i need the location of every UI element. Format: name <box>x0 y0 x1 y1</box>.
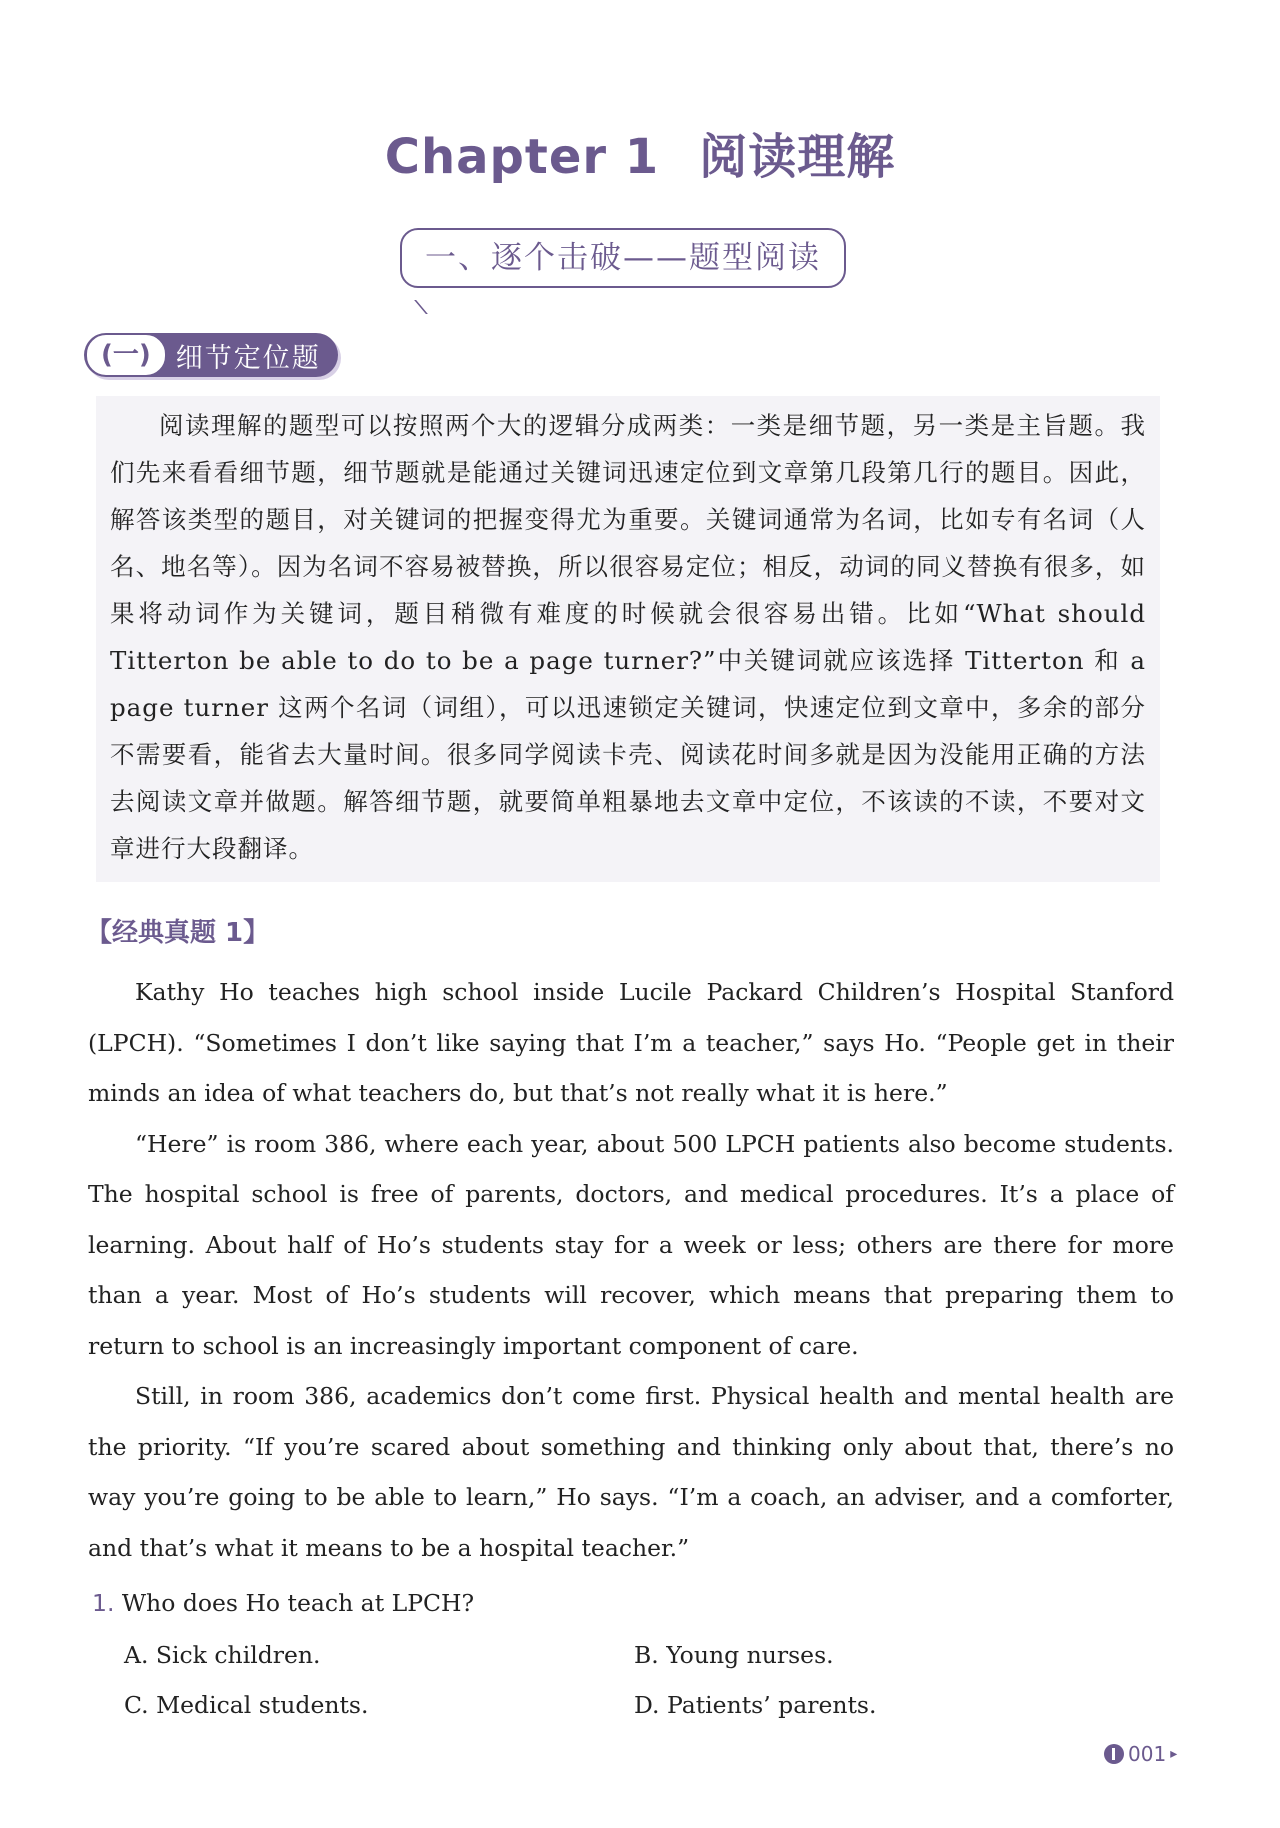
option-b: B. Young nurses. <box>634 1641 834 1669</box>
example-title: 【经典真题 1】 <box>86 918 270 948</box>
page-number-text: 001 <box>1128 1742 1167 1766</box>
subsection-number: (一) <box>86 334 166 376</box>
passage-paragraph: Kathy Ho teaches high school inside Lucile Packard Children’s Hospital Stanford (LPCH). “Sometimes I don’t like saying that I’m a teacher,” says Ho. “People get in their minds an idea of what teachers do, but that’s not really what it is here.” <box>88 978 1174 1107</box>
chapter-label: Chapter 1 <box>384 129 660 185</box>
section-title: 一、逐个击破——题型阅读 <box>425 240 821 276</box>
reading-passage <box>88 967 1174 1573</box>
question-text: Who does Ho teach at LPCH? <box>121 1589 475 1617</box>
passage-paragraph: Still, in room 386, academics don’t come first. Physical health and mental health are the priority. “If you’re scared about something and thinking only about that, there’s no way you’re going to be able to learn,” Ho says. “I’m a coach, an adviser, and a comforter, and that’s what it means to be a hospital teacher.” <box>88 1382 1174 1562</box>
chapter-name: 阅读理解 <box>699 129 896 185</box>
answer-options <box>124 1630 1164 1730</box>
section-title-box <box>400 228 846 288</box>
subsection-title: 细节定位题 <box>175 342 321 374</box>
question <box>92 1578 1172 1628</box>
intro-paragraph: 阅读理解的题型可以按照两个大的逻辑分成两类：一类是细节题，另一类是主旨题。我们先来看看细节题，细节题就是能通过关键词迅速定位到文章第几段第几行的题目。因此，解答该类型的题目，对关键词的把握变得尤为重要。关键词通常为名词，比如专有名词（人名、地名等）。因为名词不容易被替换，所以很容易定位；相反，动词的同义替换有很多，如果将动词作为关键词，题目稍微有难度的时候就会很容易出错。比如“What should Titterton be able to do to be a page turner?”中关键词就应该选择 Titterton 和 a page turner 这两个名词（词组），可以迅速锁定关键词，快速定位到文章中，多余的部分不需要看，能省去大量时间。很多同学阅读卡壳、阅读花时间多就是因为没能用正确的方法去阅读文章并做题。解答细节题，就要简单粗暴地去文章中定位，不该读的不读，不要对文章进行大段翻译。 <box>110 411 1146 863</box>
option-c: C. Medical students. <box>124 1691 369 1719</box>
page-number <box>1104 1742 1177 1766</box>
option-d: D. Patients’ parents. <box>634 1691 877 1719</box>
passage-paragraph: “Here” is room 386, where each year, about 500 LPCH patients also become students. The hospital school is free of parents, doctors, and medical procedures. It’s a place of learning. About half of Ho’s students stay for a week or less; others are there for more than a year. Most of Ho’s students will recover, which means that preparing them to return to school is an increasingly important component of care. <box>88 1129 1174 1360</box>
page-marker-icon <box>1104 1744 1124 1764</box>
chapter-title <box>0 118 1280 187</box>
option-a: A. Sick children. <box>124 1641 321 1669</box>
intro-box <box>96 396 1160 882</box>
triangle-right-icon: ▸ <box>1170 1746 1178 1762</box>
question-number: 1. <box>92 1589 115 1617</box>
subsection-badge <box>84 333 338 377</box>
